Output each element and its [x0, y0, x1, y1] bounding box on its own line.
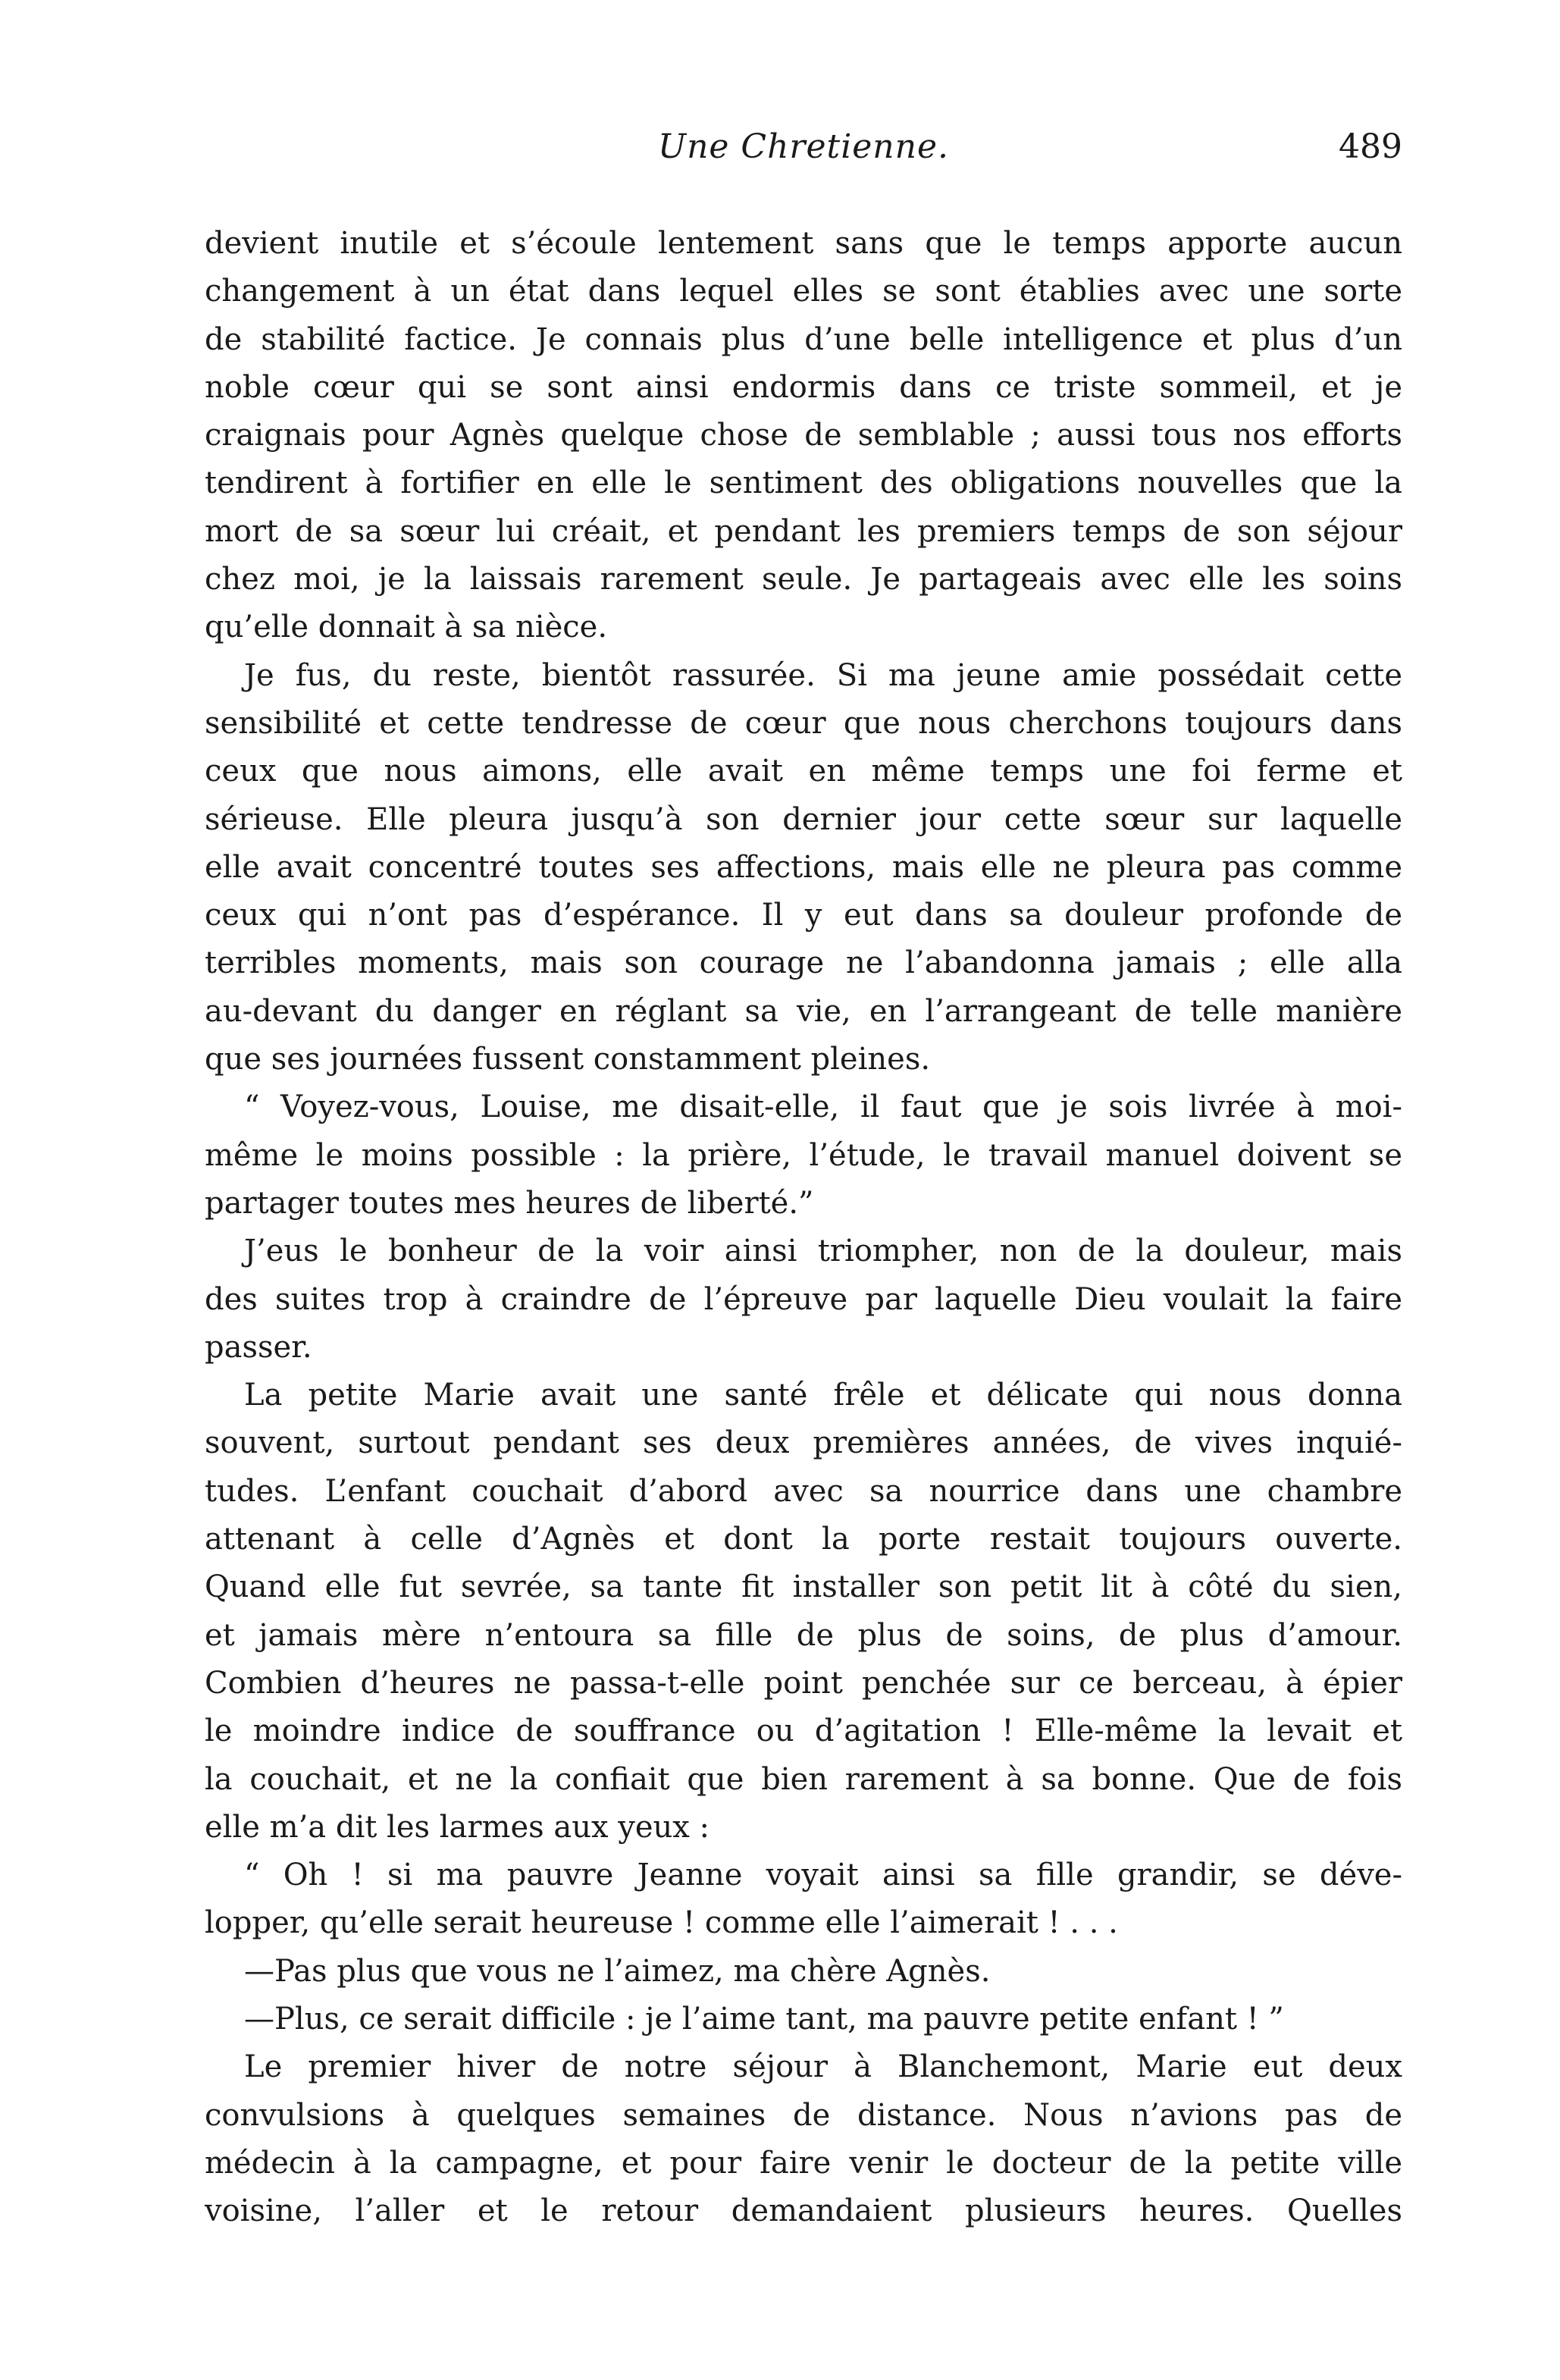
text-line: même le moins possible : la prière, l’étude, le travail manuel doivent se	[205, 1137, 1402, 1173]
text-line: tendirent à fortifier en elle le sentiment des obligations nouvelles que la	[205, 466, 1402, 501]
text-line: devient inutile et s’écoule lentement sans que le temps apporte aucun	[205, 226, 1402, 261]
text-line: la couchait, et ne la confiait que bien rarement à sa bonne. Que de fois	[205, 1761, 1402, 1797]
text-line: le moindre indice de souffrance ou d’agitation ! Elle-même la levait et	[205, 1714, 1402, 1749]
text-line: passer.	[205, 1329, 312, 1365]
text-line: voisine, l’aller et le retour demandaient plusieurs heures. Quelles	[205, 2193, 1402, 2229]
text-line: ceux que nous aimons, elle avait en même temps une foi ferme et	[205, 754, 1402, 789]
text-line: sensibilité et cette tendresse de cœur que nous cherchons toujours dans	[205, 705, 1402, 741]
text-line: lopper, qu’elle serait heureuse ! comme elle l’aimerait ! . . .	[205, 1905, 1118, 1941]
text-line: changement à un état dans lequel elles se sont établies avec une sorte	[205, 274, 1402, 309]
text-line: des suites trop à craindre de l’épreuve par laquelle Dieu voulait la faire	[205, 1281, 1402, 1317]
text-line: La petite Marie avait une santé frêle et délicate qui nous donna	[244, 1378, 1402, 1413]
text-line: ceux qui n’ont pas d’espérance. Il y eut dans sa douleur profonde de	[205, 898, 1402, 933]
text-line: “ Oh ! si ma pauvre Jeanne voyait ainsi sa fille grandir, se déve-	[244, 1858, 1402, 1893]
body-text	[205, 220, 1402, 2235]
text-line: au-devant du danger en réglant sa vie, en l’arrangeant de telle manière	[205, 993, 1402, 1029]
text-line: chez moi, je la laissais rarement seule. Je partageais avec elle les soins	[205, 562, 1402, 597]
text-line: médecin à la campagne, et pour faire venir le docteur de la petite ville	[205, 2145, 1402, 2181]
text-line: que ses journées fussent constamment pleines.	[205, 1042, 931, 1077]
text-line: Combien d’heures ne passa-t-elle point penchée sur ce berceau, à épier	[205, 1665, 1402, 1701]
text-line: craignais pour Agnès quelque chose de semblable ; aussi tous nos efforts	[205, 418, 1402, 453]
text-line: elle avait concentré toutes ses affections, mais elle ne pleura pas comme	[205, 849, 1402, 885]
text-line: Quand elle fut sevrée, sa tante fit installer son petit lit à côté du sien,	[205, 1569, 1402, 1605]
running-title: Une Chretienne.	[657, 127, 949, 166]
text-line: et jamais mère n’entoura sa fille de plus de soins, de plus d’amour.	[205, 1617, 1402, 1653]
text-line: de stabilité factice. Je connais plus d’une belle intelligence et plus d’un	[205, 321, 1402, 357]
text-line: —Pas plus que vous ne l’aimez, ma chère Agnès.	[244, 1953, 991, 1989]
text-line: noble cœur qui se sont ainsi endormis dans ce triste sommeil, et je	[205, 369, 1402, 405]
text-line: partager toutes mes heures de liberté.”	[205, 1185, 814, 1221]
running-head	[205, 127, 1402, 180]
text-line: qu’elle donnait à sa nièce.	[205, 610, 608, 645]
text-line: souvent, surtout pendant ses deux premières années, de vives inquié-	[205, 1425, 1402, 1461]
text-line: attenant à celle d’Agnès et dont la porte restait toujours ouverte.	[205, 1522, 1402, 1557]
text-line: “ Voyez-vous, Louise, me disait-elle, il faut que je sois livrée à moi-	[244, 1090, 1402, 1125]
text-line: elle m’a dit les larmes aux yeux :	[205, 1809, 710, 1845]
text-line: convulsions à quelques semaines de distance. Nous n’avions pas de	[205, 2097, 1402, 2133]
text-line: tudes. L’enfant couchait d’abord avec sa nourrice dans une chambre	[205, 1473, 1402, 1509]
text-line: —Plus, ce serait difficile : je l’aime tant, ma pauvre petite enfant ! ”	[244, 2001, 1284, 2037]
text-line: Le premier hiver de notre séjour à Blanchemont, Marie eut deux	[244, 2049, 1402, 2085]
text-line: J’eus le bonheur de la voir ainsi triompher, non de la douleur, mais	[244, 1234, 1402, 1269]
text-line: sérieuse. Elle pleura jusqu’à son dernier jour cette sœur sur laquelle	[205, 801, 1402, 837]
text-line: mort de sa sœur lui créait, et pendant les premiers temps de son séjour	[205, 513, 1402, 549]
text-line: terribles moments, mais son courage ne l’abandonna jamais ; elle alla	[205, 945, 1402, 981]
page-number: 489	[1339, 127, 1402, 166]
text-line: Je fus, du reste, bientôt rassurée. Si ma jeune amie possédait cette	[244, 657, 1402, 693]
